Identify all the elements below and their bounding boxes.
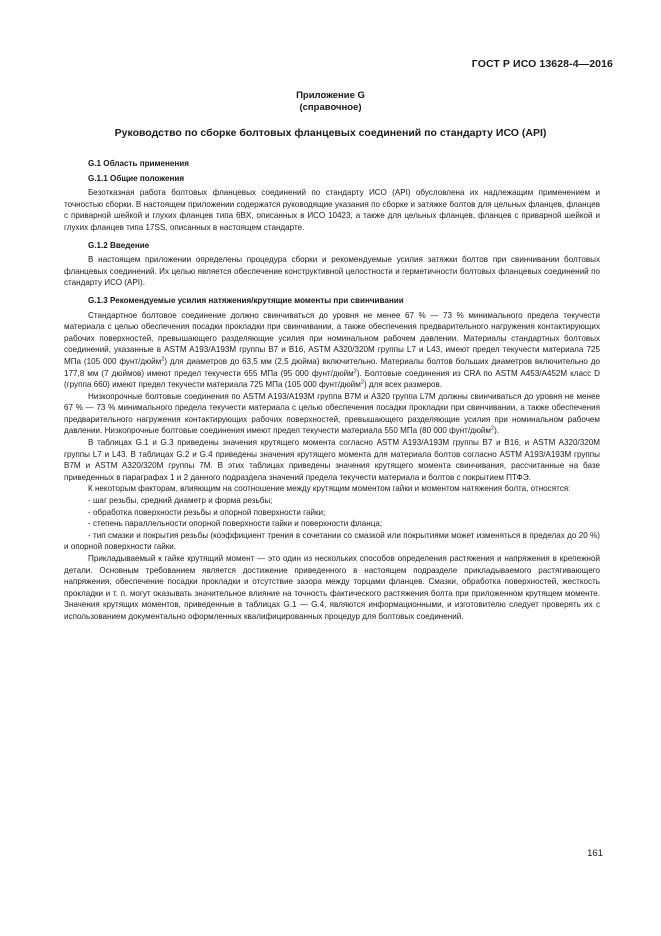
appendix-label: Приложение G: [296, 90, 365, 101]
text-run: Низкопрочные болтовые соединения по ASTM A193/A193M группа B7M и A320 группа L7M должны свинчиваться до уровня не менее 67 % — 73 % минимального предела текучести материала с целью обеспечения посадки прокладки при свинчивании, а также обеспечения предварительного нагружения контактирующих рабочих поверхностей, превышающего разделяющие усилия при номинальном рабочем давлении. Низкопрочные болтовые соединения имеют предел текучести материала 550 МПа (80 000 фунт/дюйм: [64, 391, 600, 436]
standard-designation: ГОСТ Р ИСО 13628-4—2016: [471, 58, 613, 70]
page-title: Руководство по сборке болтовых фланцевых соединений по стандарту ИСО (API): [114, 127, 547, 139]
text-run: ). Болтовые соединения из CRA по ASTM A453/A452M класс D (группа 660) имеют предел текучести материала 725 МПа (105 000 фунт/дюйм: [64, 368, 600, 390]
text-run: ) для всех размеров.: [363, 380, 443, 390]
document-body: [64, 155, 600, 623]
paragraph-standard-bolting: [64, 310, 600, 391]
paragraph-factors-intro: К некоторым факторам, влияющим на соотношение между крутящим моментом гайки и моментом натяжения болта, относятся:: [88, 484, 571, 494]
list-item: - обработка поверхности резьбы и опорной поверхности гайки;: [88, 507, 326, 517]
paragraph-applied-torque: Прикладываемый к гайке крутящий момент — это один из нескольких способов определения растяжения и напряжения в крепежной детали. Основным требованием является достижение приведенного в настоящем подразделе прикладываемого растягивающего напряжения, обеспечение посадки прокладки и отсутствие зазора между торцами фланцев. Смазки, обработка поверхностей, жесткость прокладки и т. п. могут оказывать значительное влияние на точность фактического растяжения болта при приложенном крутящем моменте. Значения крутящих моментов, приведенные в таблицах G.1 — G.4, являются информационными, и изготовителю следует проверять их с использованием документально оформленных квалифицированных процедур для болтовых соединений.: [64, 554, 600, 621]
list-item: - тип смазки и покрытия резьбы (коэффициент трения в сочетании со смазкой или покрытиями может изменяться в пределах до 20 %) и опорной поверхности гайки.: [64, 530, 600, 552]
text-run: ).: [494, 426, 500, 436]
page-number: 161: [587, 848, 603, 859]
section-heading-g1: G.1 Область применения: [88, 159, 189, 168]
text-run: Стандартное болтовое соединение должно свинчиваться до уровня не менее 67 % — 73 % минимального предела текучести материала с целью обеспечения посадки прокладки при свинчивании, а также обеспечения предварительного нагружения контактирующих рабочих поверхностей, превышающего разделяющие усилия при номинальном рабочем давлении. Материалы стандартных болтовых соединений, указанные в ASTM A193/A193M группы B7 и B16, ASTM A320/320M группы L7 и L43, имеют предел текучести материала 725 МПа (105 000 фунт/дюйм: [64, 310, 600, 366]
superscript: 2: [161, 356, 165, 363]
list-item: - степень параллельности опорной поверхности гайки и поверхности фланца;: [88, 519, 383, 529]
text-run: ) для диаметров до 63,5 мм (2,5 дюйма) включительно. Материалы болтов больших диаметров включительно до 177,8 мм (7 дюймов) имеют предел текучести 655 МПа (95 000 фунт/дюйм: [64, 356, 600, 378]
appendix-type: (справочное): [299, 102, 362, 113]
paragraph-torque-tables: В таблицах G.1 и G.3 приведены значения крутящего момента согласно ASTM A193/A193M группы B7 и B16, и ASTM A320/320M группы L7 и L43. В таблицах G.2 и G.4 приведены значения крутящего момента для материала болтов согласно ASTM A193/A193M группы B7M и ASTM A320/320M группы 7M. В этих таблицах приведены значения крутящего момента свинчивания, рассчитанные на базе приведенных в параграфах 1 и 2 данного подраздела значений предела текучести материала и болтов с покрытием ПТФЭ.: [64, 438, 600, 482]
superscript: 2: [353, 367, 357, 374]
paragraph-low-strength-bolting: [64, 391, 600, 437]
superscript: 2: [491, 425, 495, 432]
appendix-heading: [0, 90, 661, 114]
list-item: - шаг резьбы, средний диаметр и форма резьбы;: [88, 496, 273, 506]
section-heading-g12: G.1.2 Введение: [88, 240, 150, 250]
paragraph-general: Безотказная работа болтовых фланцевых соединений по стандарту ИСО (API) обусловлена их надлежащим применением и точностью сборки. В настоящем приложении содержатся руководящие указания по сборке и затяжке болтов для цельных фланцев, фланцев с приварной шейкой и глухих фланцев типа 6BX, описанных в ИСО 10423, а также для цельных фланцев, фланцев с приварной шейкой и глухих фланцев типа 17SS, описанных в настоящем стандарте.: [64, 188, 600, 232]
superscript: 2: [360, 379, 364, 386]
paragraph-introduction: В настоящем приложении определены процедура сборки и рекомендуемые усилия затяжки болтов при свинчивании болтовых фланцевых соединений. Их целью является обеспечение конструктивной целостности и герметичности болтовых фланцевых соединений по стандарту ИСО (API).: [64, 255, 600, 288]
section-heading-g13: G.1.3 Рекомендуемые усилия натяжения/крутящие моменты при свинчивании: [88, 295, 404, 305]
section-heading-g11: G.1.1 Общие положения: [88, 173, 185, 183]
